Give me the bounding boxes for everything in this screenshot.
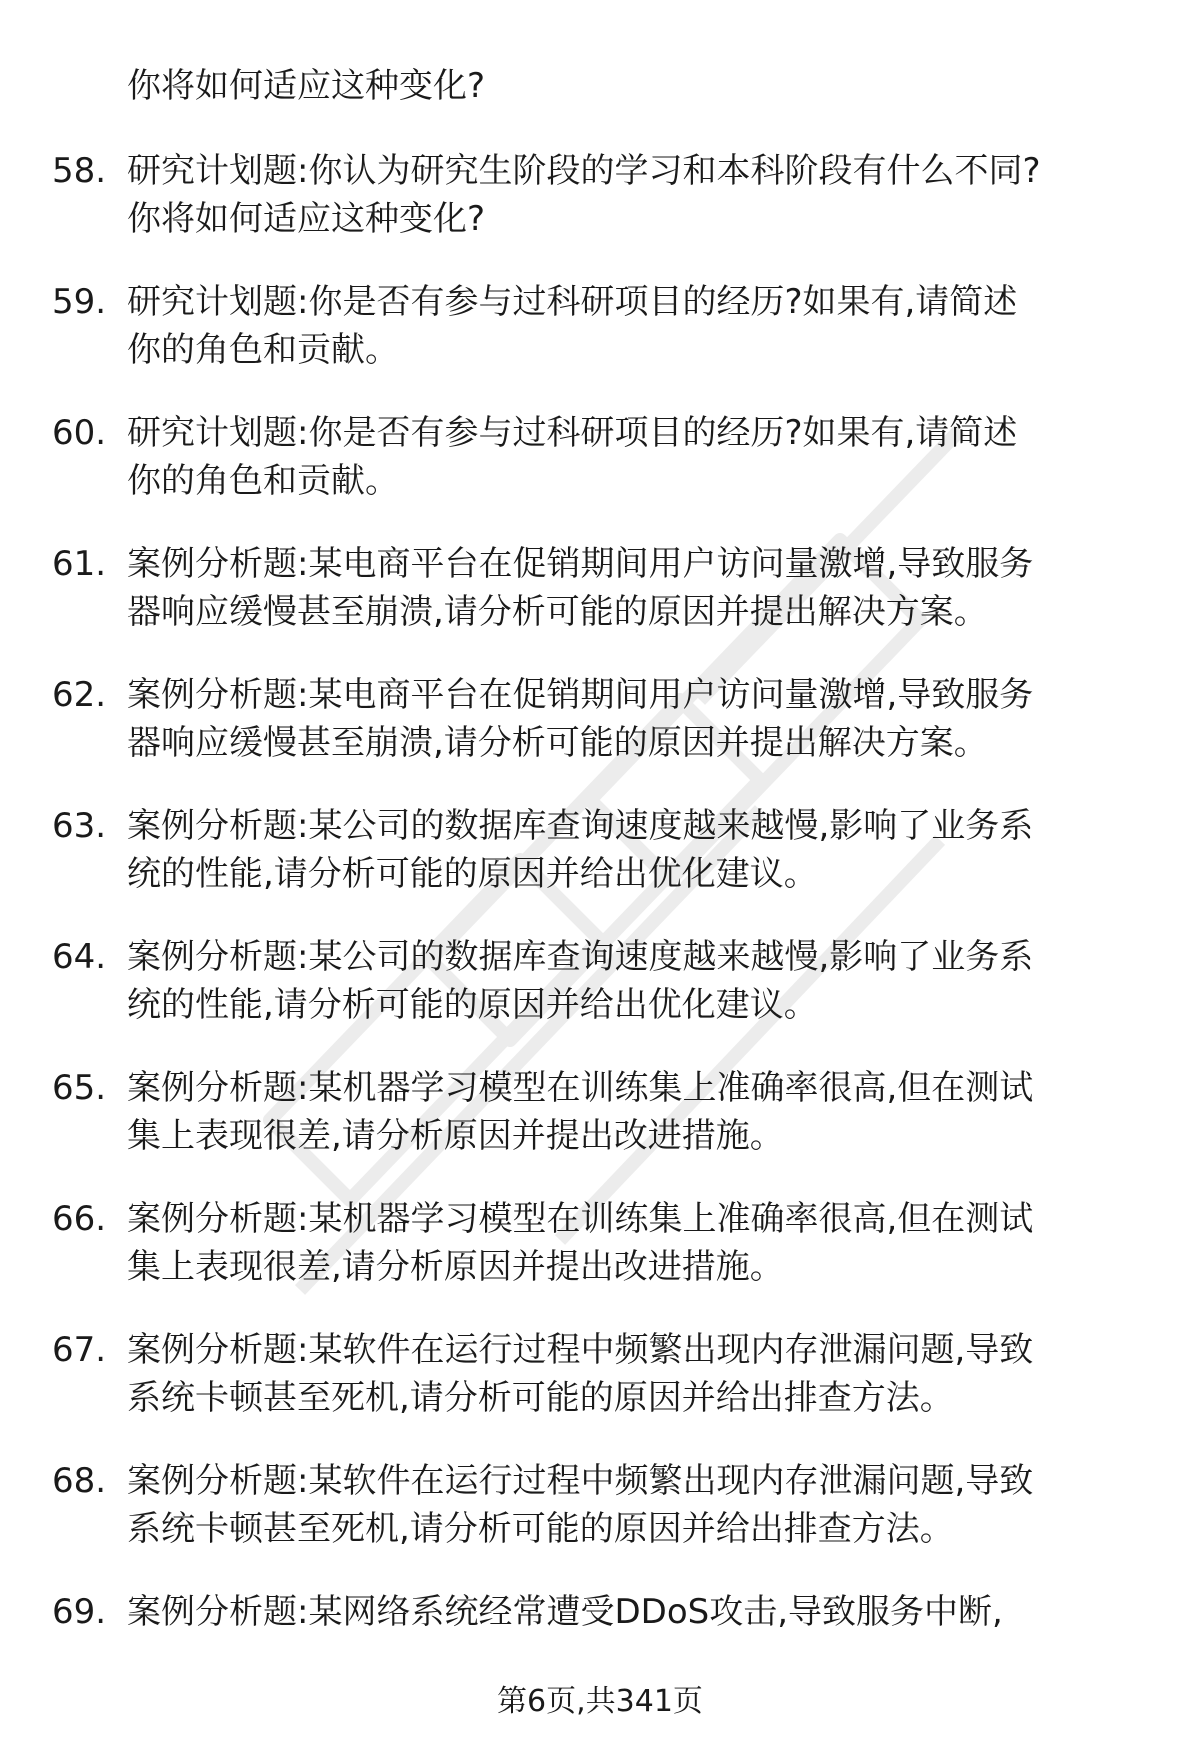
question-text-line: 器响应缓慢甚至崩溃,请分析可能的原因并提出解决方案。	[127, 592, 988, 632]
question-item	[52, 1457, 1152, 1588]
question-number: 65.	[52, 1068, 107, 1108]
question-item	[52, 1195, 1152, 1326]
question-text-line: 案例分析题:某公司的数据库查询速度越来越慢,影响了业务系	[127, 937, 1034, 977]
question-item	[52, 933, 1152, 1064]
question-text-line: 器响应缓慢甚至崩溃,请分析可能的原因并提出解决方案。	[127, 723, 988, 763]
question-text-line: 案例分析题:某机器学习模型在训练集上准确率很高,但在测试	[127, 1068, 1034, 1108]
question-text-line: 案例分析题:某软件在运行过程中频繁出现内存泄漏问题,导致	[127, 1461, 1034, 1501]
page-footer: 第6页,共341页	[497, 1684, 703, 1719]
question-text-line: 案例分析题:某电商平台在促销期间用户访问量激增,导致服务	[127, 675, 1034, 715]
question-number: 66.	[52, 1199, 107, 1239]
question-text-line: 你将如何适应这种变化?	[127, 199, 486, 239]
question-number: 58.	[52, 151, 107, 191]
question-item	[52, 540, 1152, 671]
question-text-line: 案例分析题:某电商平台在促销期间用户访问量激增,导致服务	[127, 544, 1034, 584]
question-text-line: 你的角色和贡献。	[127, 461, 399, 501]
question-number: 63.	[52, 806, 107, 846]
question-number: 67.	[52, 1330, 107, 1370]
question-number: 60.	[52, 413, 107, 453]
question-item	[52, 278, 1152, 409]
question-text-line: 研究计划题:你认为研究生阶段的学习和本科阶段有什么不同?	[127, 151, 1041, 191]
question-text-line: 系统卡顿甚至死机,请分析可能的原因并给出排查方法。	[127, 1509, 954, 1549]
question-item	[52, 671, 1152, 802]
question-text-line: 集上表现很差,请分析原因并提出改进措施。	[127, 1116, 784, 1156]
question-text-line: 研究计划题:你是否有参与过科研项目的经历?如果有,请简述	[127, 413, 1018, 453]
question-item	[52, 147, 1152, 278]
question-text-line: 你的角色和贡献。	[127, 330, 399, 370]
question-text-line: 集上表现很差,请分析原因并提出改进措施。	[127, 1247, 784, 1287]
question-text-line: 案例分析题:某机器学习模型在训练集上准确率很高,但在测试	[127, 1199, 1034, 1239]
question-item	[52, 802, 1152, 933]
question-text-line: 案例分析题:某公司的数据库查询速度越来越慢,影响了业务系	[127, 806, 1034, 846]
question-number: 64.	[52, 937, 107, 977]
question-number: 59.	[52, 282, 107, 322]
question-number: 69.	[52, 1592, 107, 1632]
question-list	[52, 147, 1152, 1719]
question-text-line: 系统卡顿甚至死机,请分析可能的原因并给出排查方法。	[127, 1378, 954, 1418]
question-item	[52, 409, 1152, 540]
question-text-line: 案例分析题:某软件在运行过程中频繁出现内存泄漏问题,导致	[127, 1330, 1034, 1370]
question-item	[52, 1064, 1152, 1195]
question-text-line: 统的性能,请分析可能的原因并给出优化建议。	[127, 985, 818, 1025]
question-number: 68.	[52, 1461, 107, 1501]
question-number: 61.	[52, 544, 107, 584]
question-text-line: 案例分析题:某网络系统经常遭受DDoS攻击,导致服务中断,	[127, 1592, 1003, 1632]
continued-question-line: 你将如何适应这种变化?	[127, 66, 486, 106]
question-text-line: 研究计划题:你是否有参与过科研项目的经历?如果有,请简述	[127, 282, 1018, 322]
question-text-line: 统的性能,请分析可能的原因并给出优化建议。	[127, 854, 818, 894]
question-number: 62.	[52, 675, 107, 715]
question-item	[52, 1326, 1152, 1457]
